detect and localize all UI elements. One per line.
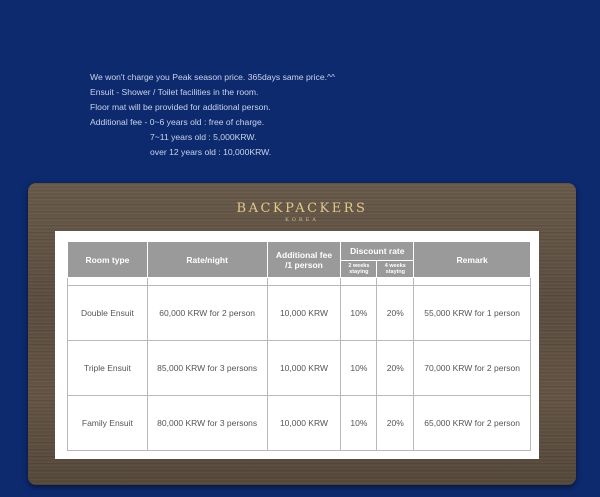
cell-two-weeks: 10% <box>341 286 377 341</box>
pricing-notes <box>90 70 335 160</box>
note-line: over 12 years old : 10,000KRW. <box>150 147 272 157</box>
header-four-weeks-line1: 4 weeks <box>384 263 406 269</box>
cell-room-type: Triple Ensuit <box>68 341 148 396</box>
note-line: We won't charge you Peak season price. 365days same price.^^ <box>90 72 336 82</box>
header-remark: Remark <box>414 242 531 278</box>
note-line: Floor mat will be provided for additional person. <box>90 102 271 112</box>
cell-two-weeks: 10% <box>341 341 377 396</box>
cell-two-weeks: 10% <box>341 396 377 451</box>
logo-subtext: KOREA <box>285 217 319 223</box>
note-line: 7~11 years old : 5,000KRW. <box>150 132 257 142</box>
cell-remark: 65,000 KRW for 2 person <box>414 396 531 451</box>
logo-text: BACKPACKERS <box>236 201 368 216</box>
header-two-weeks-line1: 2 weeks <box>348 263 370 269</box>
cell-room-type: Family Ensuit <box>68 396 148 451</box>
header-additional-fee <box>267 242 341 278</box>
rate-sheet <box>55 231 539 459</box>
header-additional-fee-line2: /1 person <box>285 259 323 270</box>
spacer-row <box>68 278 531 286</box>
cell-additional-fee: 10,000 KRW <box>267 341 341 396</box>
cell-room-type: Double Ensuit <box>68 286 148 341</box>
cell-four-weeks: 20% <box>377 286 414 341</box>
cell-remark: 70,000 KRW for 2 person <box>414 341 531 396</box>
header-additional-fee-line1: Additional fee <box>275 249 333 260</box>
cell-additional-fee: 10,000 KRW <box>267 286 341 341</box>
header-four-weeks-line2: staying <box>385 269 405 275</box>
cell-rate: 80,000 KRW for 3 persons <box>147 396 267 451</box>
cell-additional-fee: 10,000 KRW <box>267 396 341 451</box>
note-line: Ensuit - Shower / Toilet facilities in the room. <box>90 87 259 97</box>
backpackers-logo <box>28 201 576 223</box>
cell-rate: 60,000 KRW for 2 person <box>147 286 267 341</box>
cell-four-weeks: 20% <box>377 341 414 396</box>
cell-rate: 85,000 KRW for 3 persons <box>147 341 267 396</box>
table-row <box>68 286 531 341</box>
header-room-type: Room type <box>68 242 148 278</box>
cell-four-weeks: 20% <box>377 396 414 451</box>
room-rate-table <box>67 241 531 451</box>
cell-remark: 55,000 KRW for 1 person <box>414 286 531 341</box>
header-two-weeks-line2: staying <box>349 269 369 275</box>
header-discount-rate: Discount rate <box>341 242 414 261</box>
header-two-weeks <box>341 261 377 278</box>
table-row <box>68 396 531 451</box>
header-rate: Rate/night <box>147 242 267 278</box>
header-four-weeks <box>377 261 414 278</box>
note-line: Additional fee - 0~6 years old : free of charge. <box>90 117 265 127</box>
wooden-board <box>28 183 576 485</box>
table-row <box>68 341 531 396</box>
